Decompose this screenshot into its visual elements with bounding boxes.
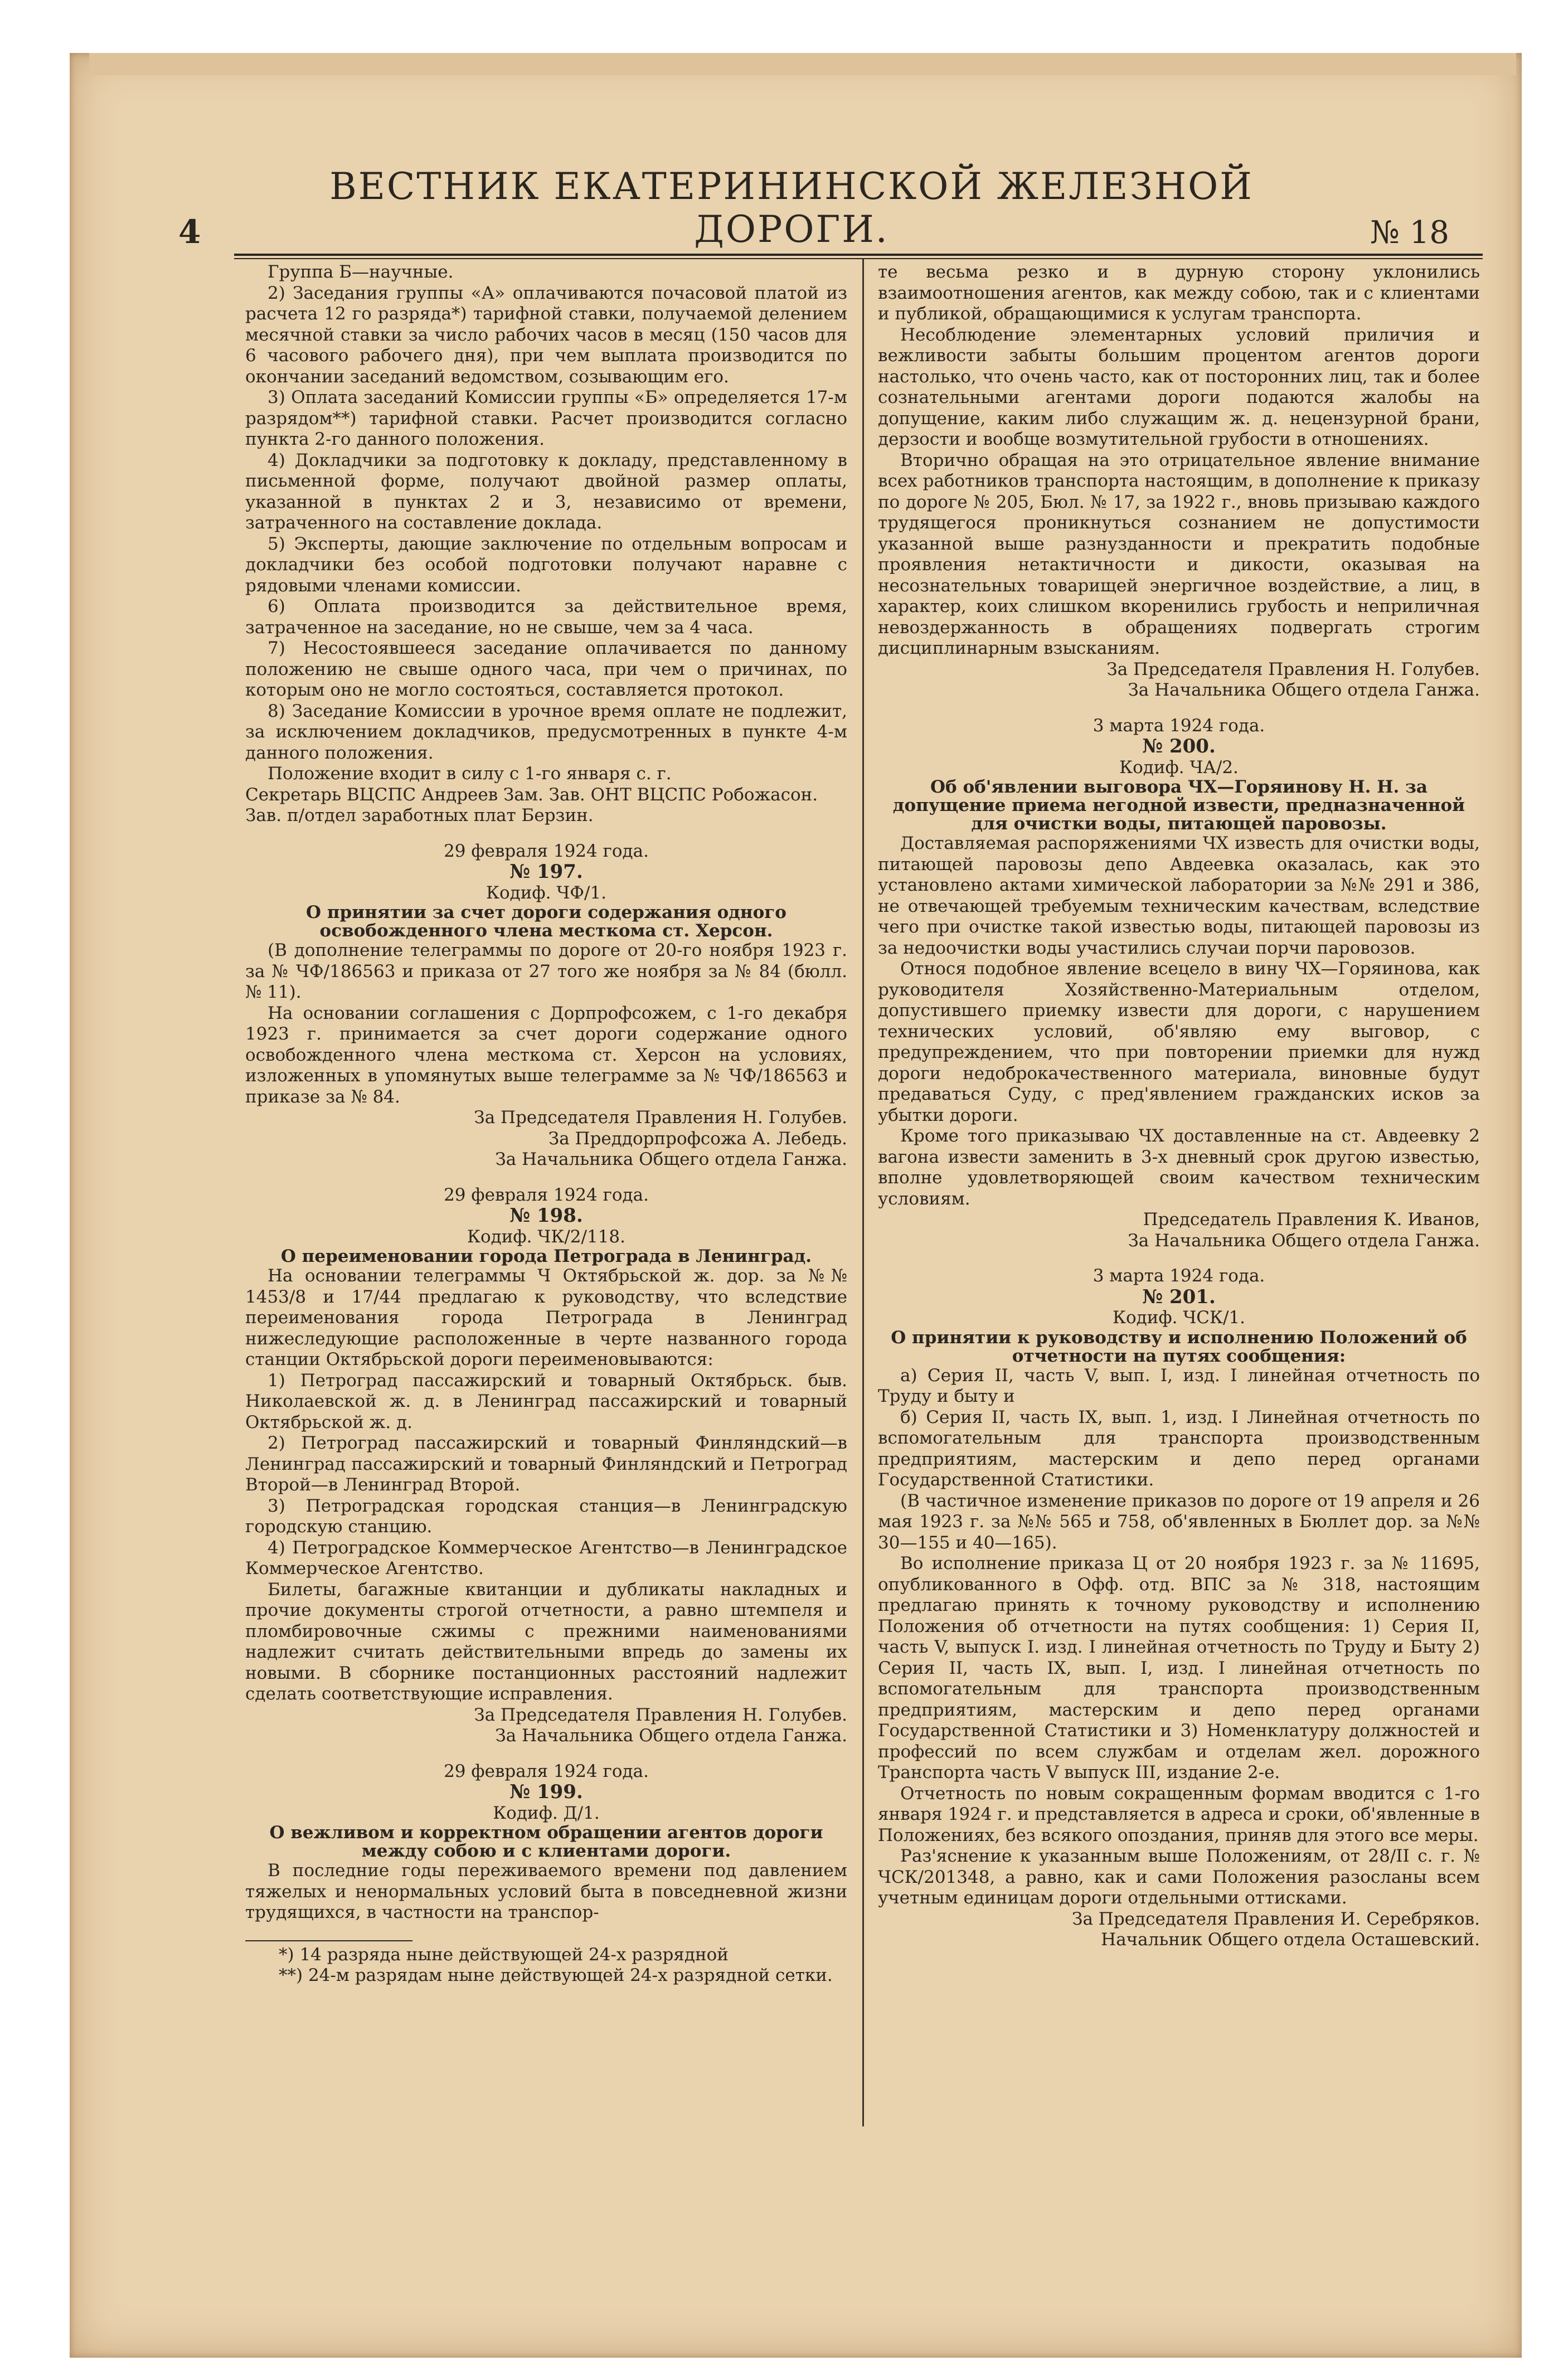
order-code: Кодиф. ЧСК/1.	[1112, 1308, 1246, 1328]
order-heading: О вежливом и корректном обращении агентов дороги между собою и с клиентами дороги.	[269, 1823, 823, 1861]
paragraph: 6) Оплата производится за действительное время, затраченное на заседание, но не свыше, чем за 4 часа.	[245, 596, 847, 638]
paragraph: б) Серия II, часть IX, вып. 1, изд. I Линейная отчетность по вспомогательным для транспорта производственным предприятиям, мастерским и депо перед органами Государственной Статистики.	[878, 1407, 1480, 1490]
paragraph: На основании соглашения с Дорпрофсожем, с 1-го декабря 1923 г. принимается за счет дороги содержание одного освобожденного члена месткома ст. Херсон на условиях, изложенных в упомянутых выше телеграмме за № ЧФ/186563 и приказе за № 84.	[245, 1003, 847, 1107]
order-heading: Об об'явлении выговора ЧХ—Горяинову Н. Н. за допущение приема негодной извести, предназначенной для очистки воды, питающей паровозы.	[892, 777, 1465, 834]
paragraph: Группа Б—научные.	[268, 262, 454, 282]
paragraph: Несоблюдение элементарных условий приличия и вежливости забыты большим процентом агентов дороги настолько, что очень часто, как от посторонних лиц, так и более сознательными агентами дороги подаются жалобы на допущение, каким либо служащим ж. д. нецензурной брани, дерзости и вообще возмутительной грубости в отношениях.	[878, 324, 1480, 449]
signature: Председатель Правления К. Иванов,	[1143, 1210, 1480, 1230]
paragraph: (В дополнение телеграммы по дороге от 20-го ноября 1923 г. за № ЧФ/186563 и приказа от 27 того же ноября за № 84 (бюлл. № 11).	[245, 940, 847, 1002]
order-code: Кодиф. ЧА/2.	[1119, 757, 1239, 778]
order-number: № 201.	[1142, 1285, 1216, 1308]
issue-number: № 18	[1370, 215, 1449, 251]
footnote: **) 24-м разрядам ныне действующей 24-х разрядной сетки.	[279, 1965, 833, 1985]
paragraph: 2) Заседания группы «А» оплачиваются почасовой платой из расчета 12 го разряда*) тарифной ставки, получаемой делением месячной ставки за число рабочих часов в месяц (150 часов для 6 часового рабочего дня), при чем выплата производится по окончании заседаний ведомством, созывающим его.	[245, 283, 847, 387]
paragraph: На основании телеграммы Ч Октябрьской ж. дор. за №№ 1453/8 и 17/44 предлагаю к руководству, что вследствие переименования города Петрограда в Ленинград нижеследующие расположенные в черте названного города станции Октябрьской дороги переименовываются:	[245, 1266, 847, 1369]
order-code: Кодиф. ЧФ/1.	[485, 882, 607, 903]
signature: За Председателя Правления Н. Голубев.	[474, 1108, 847, 1128]
order-date: 29 февраля 1924 года.	[444, 1184, 649, 1205]
signature: За Начальника Общего отдела Ганжа.	[495, 1726, 847, 1746]
paragraph: Кроме того приказываю ЧХ доставленные на ст. Авдеевку 2 вагона извести заменить в 3-х дневный срок другою известью, вполне удовлетворяющей своим качеством техническим условиям.	[878, 1126, 1480, 1209]
order-heading: О принятии за счет дороги содержания одного освобожденного члена месткома ст. Херсон.	[306, 902, 786, 941]
paragraph: Отчетность по новым сокращенным формам вводится с 1-го января 1924 г. и представляется в адреса и сроки, об'явленные в Положениях, без всякого опоздания, приняв для этого все меры.	[878, 1783, 1480, 1845]
header-rule-thin	[234, 258, 1483, 259]
paragraph: а) Серия II, часть V, вып. I, изд. I линейная отчетность по Труду и быту и	[878, 1365, 1480, 1406]
signature: За Председателя Правления Н. Голубев.	[1106, 659, 1480, 679]
paragraph: Во исполнение приказа Ц от 20 ноября 1923 г. за № 11695, опубликованного в Офф. отд. ВПС за № 318, настоящим предлагаю принять к точному руководству и исполнению Положения об отчетности на путях сообщения: 1) Серия II, часть V, выпуск I. изд. I линейная отчетность по Труду и Быту 2) Серия II, часть IX, вып. I, изд. I линейная отчетность по вспомогательным для транспорта производственным предприятиям, мастерским и депо перед органами Государственной Статистики и 3) Номенклатуру должностей и профессий по всем службам и отделам жел. дорожного Транспорта часть V выпуск III, издание 2-е.	[878, 1553, 1480, 1782]
paragraph: 4) Докладчики за подготовку к докладу, представленному в письменной форме, получают двойной размер оплаты, указанной в пунктах 2 и 3, независимо от времени, затраченного на составление доклада.	[245, 450, 847, 533]
paragraph: 7) Несостоявшееся заседание оплачивается по данному положению не свыше одного часа, при чем о причинах, по которым оно не могло состояться, составляется протокол.	[245, 638, 847, 700]
paragraph: 8) Заседание Комиссии в урочное время оплате не подлежит, за исключением докладчиков, предусмотренных в пункте 4-м данного положения.	[245, 701, 847, 763]
left-column	[245, 262, 847, 1986]
header-rule	[234, 254, 1483, 256]
order-date: 3 марта 1924 года.	[1093, 715, 1265, 736]
signature: За Председателя Правления Н. Голубев.	[474, 1704, 847, 1725]
signature: За Председателя Правления И. Серебряков.	[1072, 1908, 1480, 1929]
signature: Начальник Общего отдела Осташевский.	[1101, 1930, 1480, 1950]
signature: Секретарь ВЦСПС Андреев Зам. Зав. ОНТ ВЦСПС Робожасон. Зав. п/отдел заработных плат Берзин.	[245, 784, 818, 825]
paragraph: 2) Петроград пассажирский и товарный Финляндский—в Ленинград пассажирский и товарный Финляндский и Петроград Второй—в Ленинград Второй.	[245, 1433, 847, 1495]
order-date: 29 февраля 1924 года.	[444, 1761, 649, 1781]
paragraph: Вторично обращая на это отрицательное явление внимание всех работников транспорта настоящим, в дополнение к приказу по дороге № 205, Бюл. № 17, за 1922 г., вновь призываю каждого трудящегося проникнуться сознанием не допустимости указанной выше разнузданности и прекратить подобные проявления нетактичности и дикости, оказывая на несознательных товарищей энергичное воздействие, а лиц, в характер, коих слишком вкоренились грубость и неприличная невоздержанность в обращениях подвергать строгим дисциплинарным взысканиям.	[878, 450, 1480, 658]
paragraph: Положение входит в силу с 1-го января с. г.	[268, 764, 672, 784]
paragraph: Билеты, багажные квитанции и дубликаты накладных и прочие документы строгой отчетности, а равно штемпеля и пломбировочные сжимы с прежними наименованиями надлежит считать действительными впредь до замены их новыми. В сборнике постанционных расстояний надлежит сделать соответствующие исправления.	[245, 1579, 847, 1704]
signature: За Преддорпрофсожа А. Лебедь.	[548, 1128, 847, 1149]
order-code: Кодиф. Д/1.	[493, 1803, 600, 1823]
order-number: № 200.	[1142, 735, 1216, 757]
order-number: № 198.	[509, 1204, 583, 1227]
footnote: *) 14 разряда ныне действующей 24-х разрядной	[279, 1944, 729, 1965]
paragraph: 4) Петроградское Коммерческое Агентство—в Ленинградское Коммерческое Агентство.	[245, 1537, 847, 1578]
paragraph: 3) Петроградская городская станция—в Ленинградскую городскую станцию.	[245, 1495, 847, 1537]
page-number: 4	[178, 213, 201, 251]
order-code: Кодиф. ЧК/2/118.	[467, 1226, 625, 1247]
paragraph: Доставляемая распоряжениями ЧХ известь для очистки воды, питающей паровозы депо Авдеевка оказалась, как это установлено актами химической лаборатории за №№ 291 и 386, не отвечающей требуемым техническим качествам, вследствие чего при очистке такой известью воды, питающей паровозы из за недоочистки воды участились случаи порчи паровозов.	[878, 833, 1480, 958]
order-number: № 199.	[509, 1781, 583, 1803]
order-heading: О принятии к руководству и исполнению Положений об отчетности на путях сообщения:	[891, 1327, 1467, 1366]
signature: За Начальника Общего отдела Ганжа.	[1128, 1230, 1480, 1251]
right-column	[878, 262, 1480, 1951]
footnote-rule	[245, 1940, 412, 1941]
order-heading: О переименовании города Петрограда в Ленинград.	[280, 1246, 812, 1266]
order-number: № 197.	[509, 861, 583, 883]
paragraph: (В частичное изменение приказов по дороге от 19 апреля и 26 мая 1923 г. за №№ 565 и 758, об'явленных в Бюллет дор. за №№ 30—155 и 40—165).	[878, 1490, 1480, 1553]
page-header	[178, 165, 1449, 251]
order-date: 29 февраля 1924 года.	[444, 841, 649, 861]
column-divider	[862, 259, 864, 2126]
paragraph: Относя подобное явление всецело в вину ЧХ—Горяинова, как руководителя Хозяйственно-Материальным отделом, допустившего приемку извести для дороги, с нарушением технических условий, об'являю ему выговор, с предупреждением, что при повторении приемки для нужд дороги недоброкачественного материала, виновные будут предаваться Суду, с пред'явлением гражданских исков за убытки дороги.	[878, 959, 1480, 1125]
paragraph: 1) Петроград пассажирский и товарный Октябрьск. быв. Николаевской ж. д. в Ленинград пассажирский и товарный Октябрьской ж. д.	[245, 1370, 847, 1432]
signature: За Начальника Общего отдела Ганжа.	[495, 1149, 847, 1169]
order-date: 3 марта 1924 года.	[1093, 1266, 1265, 1286]
signature: За Начальника Общего отдела Ганжа.	[1128, 680, 1480, 700]
paragraph: те весьма резко и в дурную сторону уклонились взаимоотношения агентов, как между собою, так и с клиентами и публикой, обращающимися к услугам транспорта.	[878, 262, 1480, 324]
paragraph: 5) Эксперты, дающие заключение по отдельным вопросам и докладчики без особой подготовки получают наравне с рядовыми членами комиссии.	[245, 533, 847, 596]
page-top-edge	[89, 53, 1516, 75]
newspaper-title: ВЕСТНИК ЕКАТЕРИНИНСКОЙ ЖЕЛЕЗНОЙ ДОРОГИ.	[329, 165, 1254, 251]
paragraph: В последние годы переживаемого времени под давлением тяжелых и ненормальных условий быта в повседневной жизни трудящихся, в частности на транспор-	[245, 1861, 847, 1922]
paragraph: Раз'яснение к указанным выше Положениям, от 28/II с. г. № ЧСК/201348, а равно, как и сами Положения разосланы всем учетным единицам дороги отдельными оттисками.	[878, 1846, 1480, 1908]
paragraph: 3) Оплата заседаний Комиссии группы «Б» определяется 17-м разрядом**) тарифной ставки. Расчет производится согласно пункта 2-го данного положения.	[245, 387, 847, 449]
